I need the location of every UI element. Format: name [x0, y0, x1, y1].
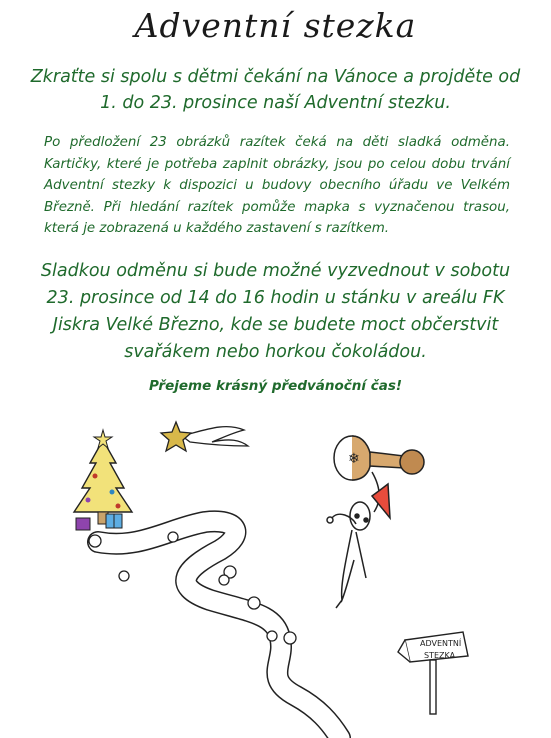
signpost: [398, 632, 468, 714]
details-paragraph: Po předložení 23 obrázků razítek čeká na děti sladká odměna. Kartičky, které je potřeba zaplnit obrázky, jsou po celou dobu trvání Adventní stezky k dispozici u budovy obecního úřadu ve Velkém Březně. Při hledání razítek pomůže mapka s vyznačenou trasou, která je zobrazená u každého zastavení s razítkem.: [44, 135, 510, 236]
illustration: [0, 400, 551, 738]
comet-icon: [161, 422, 248, 451]
page-title: Adventní stezka: [134, 6, 417, 45]
greeting-text: Přejeme krásný předvánoční čas!: [148, 378, 403, 394]
christmas-tree-icon: [74, 430, 132, 530]
sign-line-1: ADVENTNÍ: [420, 639, 462, 648]
sign-line-2: STEZKA: [424, 651, 456, 660]
intro-text: Zkraťte si spolu s dětmi čekání na Vánoce a projděte od 1. do 23. prosince naší Adventní stezku.: [30, 67, 521, 113]
elf-character-icon: [327, 436, 424, 608]
trail-path: [98, 521, 340, 738]
svg-text:❄: ❄: [348, 451, 360, 467]
reward-paragraph: Sladkou odměnu si bude možné vyzvednout v sobotu 23. prosince od 14 do 16 hodin u stánku v areálu FK Jiskra Velké Březno, kde se budete moct občerstvit svařákem nebo horkou čokoládou.: [40, 261, 511, 362]
